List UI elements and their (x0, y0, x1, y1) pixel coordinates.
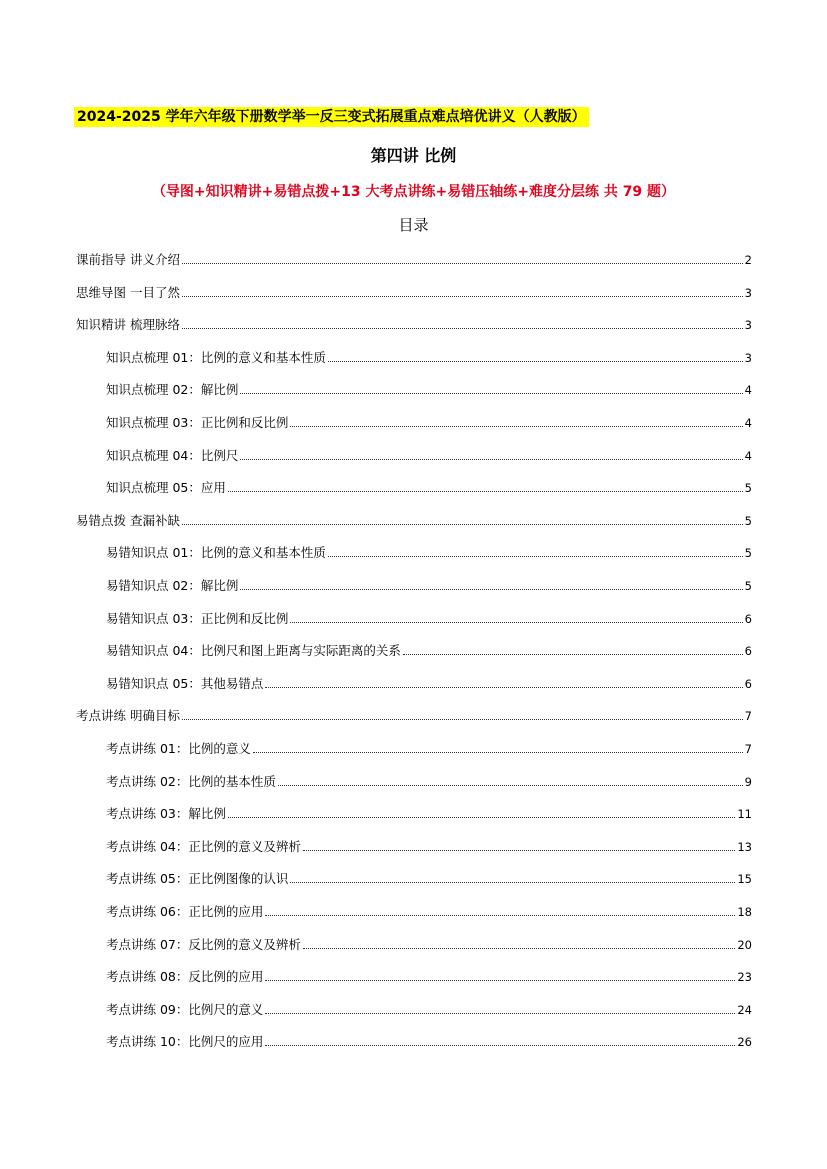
toc-dot-leader (182, 719, 743, 720)
series-banner: 2024-2025 学年六年级下册数学举一反三变式拓展重点难点培优讲义（人教版） (74, 107, 589, 127)
toc-dot-leader (328, 361, 743, 362)
toc-entry-label: 易错知识点 01：比例的意义和基本性质 (106, 545, 326, 561)
toc-entry[interactable] (106, 933, 752, 953)
toc-page-number: 23 (737, 970, 752, 985)
toc-entry-label: 考点讲练 03：解比例 (106, 806, 226, 822)
toc-page-number: 6 (744, 644, 752, 659)
toc-entry[interactable] (106, 1030, 752, 1050)
toc-page-number: 18 (737, 905, 752, 919)
toc-page-number: 9 (744, 774, 752, 789)
toc-page-number: 2 (744, 253, 752, 267)
toc-entry-label: 课前指导 讲义介绍 (76, 252, 180, 267)
toc-heading: 目录 (398, 216, 429, 234)
toc-page-number: 7 (744, 709, 752, 724)
toc-dot-leader (265, 687, 742, 688)
toc-entry-label: 易错知识点 03：正比例和反比例 (106, 610, 289, 626)
toc-page-number: 3 (744, 350, 752, 365)
toc-entry[interactable] (76, 313, 752, 333)
toc-entry[interactable] (106, 770, 752, 790)
toc-entry-label: 易错知识点 04：比例尺和图上距离与实际距离的关系 (106, 643, 401, 659)
toc-dot-leader (265, 1013, 735, 1014)
toc-entry[interactable] (106, 998, 752, 1018)
toc-entry[interactable] (106, 965, 752, 985)
toc-page-number: 13 (737, 839, 752, 854)
toc-dot-leader (265, 915, 735, 916)
toc-entry[interactable] (106, 802, 752, 822)
toc-page-number: 26 (737, 1035, 752, 1050)
toc-page-number: 4 (744, 448, 752, 463)
toc-entry[interactable] (106, 346, 752, 366)
toc-entry-label: 考点讲练 01：比例的意义 (106, 741, 251, 756)
toc-dot-leader (228, 491, 743, 492)
toc-entry[interactable] (106, 378, 752, 398)
toc-dot-leader (240, 589, 742, 590)
toc-dot-leader (290, 622, 742, 623)
toc-entry-label: 考点讲练 08：反比例的应用 (106, 969, 264, 985)
toc-page-number: 4 (744, 383, 752, 398)
toc-entry[interactable] (106, 867, 752, 887)
toc-entry-label: 易错点拨 查漏补缺 (76, 512, 180, 528)
toc-dot-leader (240, 459, 742, 460)
toc-entry-label: 考点讲练 07：反比例的意义及辨析 (106, 936, 301, 952)
toc-page-number: 3 (744, 285, 752, 300)
toc-entry-label: 考点讲练 04：正比例的意义及辨析 (106, 838, 301, 854)
toc-page-number: 5 (744, 513, 752, 528)
toc-page-number: 5 (744, 546, 752, 561)
toc-page-number: 3 (744, 318, 752, 333)
toc-entry[interactable] (106, 639, 752, 659)
toc-page-number: 6 (744, 611, 752, 626)
toc-dot-leader (182, 263, 743, 264)
toc-dot-leader (278, 785, 743, 786)
toc-entry[interactable] (106, 900, 752, 920)
toc-page-number: 6 (744, 676, 752, 691)
toc-entry-label: 考点讲练 10：比例尺的应用 (106, 1034, 264, 1050)
toc-entry[interactable] (76, 248, 752, 268)
toc-dot-leader (303, 850, 735, 851)
toc-dot-leader (290, 882, 735, 883)
toc-entry[interactable] (106, 835, 752, 855)
toc-entry-label: 易错知识点 02：解比例 (106, 578, 239, 593)
toc-entry-label: 知识点梳理 04：比例尺 (106, 447, 239, 463)
toc-entry-label: 易错知识点 05：其他易错点 (106, 675, 264, 691)
toc-entry-label: 知识精讲 梳理脉络 (76, 317, 180, 333)
toc-dot-leader (265, 980, 735, 981)
toc-dot-leader (228, 817, 735, 818)
toc-dot-leader (303, 948, 735, 949)
toc-entry-label: 考点讲练 05：正比例图像的认识 (106, 871, 289, 887)
toc-dot-leader (182, 328, 743, 329)
toc-dot-leader (265, 1045, 735, 1046)
toc-dot-leader (182, 296, 743, 297)
toc-entry-label: 知识点梳理 01：比例的意义和基本性质 (106, 349, 326, 365)
toc-entry[interactable] (106, 574, 752, 594)
toc-entry-label: 知识点梳理 02：解比例 (106, 382, 239, 398)
toc-page-number: 4 (744, 416, 752, 430)
toc-entry[interactable] (106, 444, 752, 464)
lecture-subtitle: （导图+知识精讲+易错点拨+13 大考点讲练+易错压轴练+难度分层练 共 79 题） (151, 184, 676, 200)
toc-entry[interactable] (106, 411, 752, 431)
toc-entry[interactable] (106, 541, 752, 561)
toc-page-number: 5 (744, 481, 752, 496)
toc-entry[interactable] (76, 704, 752, 724)
toc-entry-label: 思维导图 一目了然 (76, 284, 180, 300)
toc-entry-label: 知识点梳理 03：正比例和反比例 (106, 415, 289, 430)
toc-page-number: 15 (737, 872, 752, 887)
toc-dot-leader (328, 556, 743, 557)
toc-dot-leader (240, 393, 742, 394)
toc-entry[interactable] (106, 607, 752, 627)
toc-entry-label: 考点讲练 02：比例的基本性质 (106, 773, 276, 789)
toc-page-number: 5 (744, 579, 752, 593)
toc-page-number: 11 (737, 807, 752, 822)
toc-dot-leader (182, 524, 743, 525)
toc-entry[interactable] (106, 737, 752, 757)
toc-entry-label: 考点讲练 明确目标 (76, 708, 180, 724)
toc-dot-leader (403, 654, 743, 655)
toc-entry[interactable] (76, 509, 752, 529)
toc-dot-leader (290, 426, 742, 427)
lecture-title: 第四讲 比例 (370, 146, 457, 165)
toc-page-number: 24 (737, 1002, 752, 1017)
toc-entry[interactable] (106, 672, 752, 692)
toc-entry-label: 考点讲练 09：比例尺的意义 (106, 1001, 264, 1017)
toc-page-number: 7 (744, 742, 752, 756)
toc-page-number: 20 (737, 937, 752, 952)
toc-entry-label: 考点讲练 06：正比例的应用 (106, 904, 264, 919)
toc-entry-label: 知识点梳理 05：应用 (106, 480, 226, 496)
toc-entry[interactable] (76, 281, 752, 301)
toc-dot-leader (253, 752, 743, 753)
toc-entry[interactable] (106, 476, 752, 496)
